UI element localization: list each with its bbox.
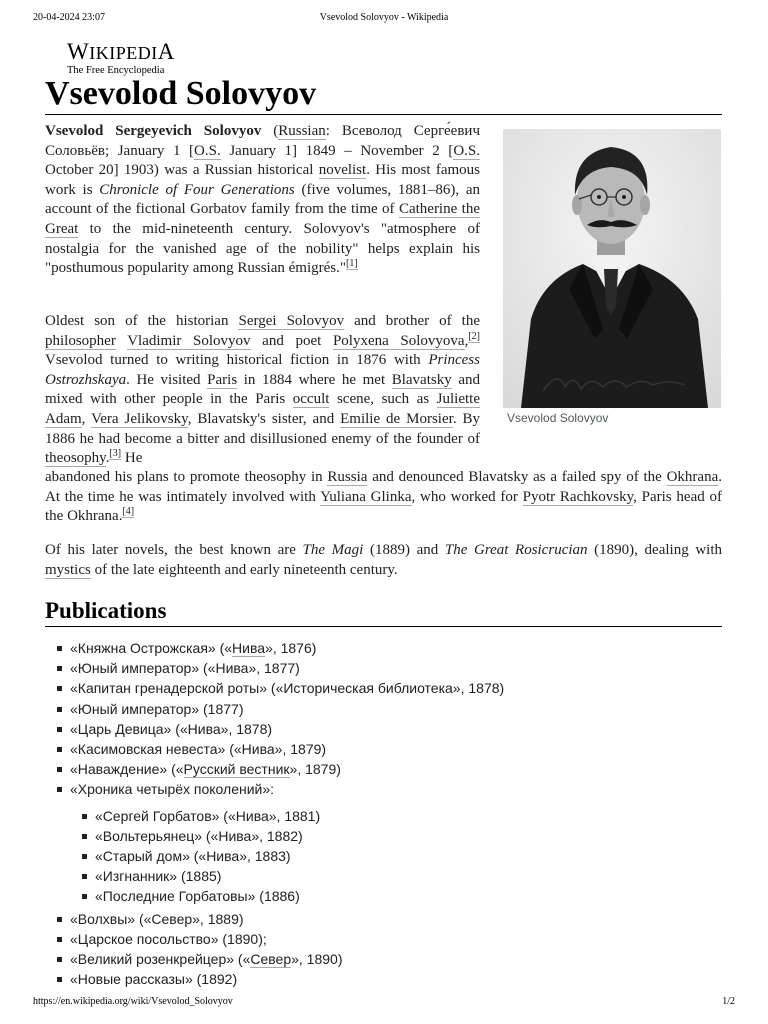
paragraph-biography-continued	[45, 468, 722, 527]
print-url[interactable]: https://en.wikipedia.org/wiki/Vsevolod_Solovyov	[33, 996, 233, 1007]
link-vera-jelikovsky[interactable]: Vera Jelikovsky	[91, 410, 188, 427]
link-philosopher[interactable]: philosopher	[45, 332, 116, 349]
bullet-icon	[57, 917, 62, 922]
text: «Хроника четырёх поколений»:	[70, 781, 275, 798]
text: (five volumes, 1881–86), an account of the fictional Gorbatov family from the time of	[45, 181, 480, 218]
publications-sublist	[70, 806, 722, 907]
work-title: Princess Ostrozhskaya	[45, 352, 480, 388]
bullet-icon	[57, 686, 62, 691]
list-item	[45, 678, 722, 698]
text: of the late eighteenth and early nineteenth century.	[90, 561, 398, 578]
link-sergei-solovyov[interactable]: Sergei Solovyov	[238, 313, 345, 329]
link-vladimir-solovyov[interactable]: Vladimir Solovyov	[127, 332, 251, 349]
citation-link[interactable]: [4]	[122, 506, 135, 518]
work-title: The Great Rosicrucian	[444, 542, 588, 558]
publications-list	[45, 638, 722, 989]
wordmark-cap: W	[67, 39, 90, 64]
text: Vsevolod turned to writing historical fiction in 1876 with	[45, 352, 429, 369]
portrait-image[interactable]	[503, 129, 721, 408]
text: ,	[81, 410, 92, 427]
text: abandoned his plans to promote theosophy in	[45, 469, 328, 485]
work-title: Chronicle of Four Generations	[99, 181, 295, 198]
wikipedia-logo[interactable]	[67, 40, 175, 77]
link-okhrana[interactable]: Okhrana	[666, 469, 719, 485]
text: and denounced Blavatsky as a failed spy of the	[367, 469, 667, 485]
print-page-number: 1/2	[722, 996, 735, 1007]
text	[116, 333, 127, 349]
list-item	[70, 826, 722, 846]
text: «Последние Горбатовы» (1886)	[95, 888, 300, 905]
text: . At the time he was intimately involved with	[45, 469, 722, 505]
list-item	[45, 699, 722, 719]
bullet-icon	[57, 646, 62, 651]
list-item	[45, 909, 722, 929]
text: «Сергей Горбатов» («Нива», 1881)	[95, 807, 321, 824]
text: . His most famous work is	[45, 162, 480, 198]
text: , who worked for	[411, 488, 523, 505]
text: «Наваждение» («	[70, 761, 184, 778]
text: », 1890)	[291, 951, 343, 968]
link-pyotr-rachkovsky[interactable]: Pyotr Rachkovsky	[522, 488, 634, 505]
text: «Старый дом» («Нива», 1883)	[95, 848, 291, 865]
citation-2[interactable]	[468, 331, 480, 343]
text: », 1879)	[289, 761, 341, 778]
text: », 1876)	[265, 640, 317, 656]
work-title: The Magi	[302, 542, 364, 558]
list-item	[45, 759, 722, 779]
wordmark-smallcaps: IKIPEDI	[89, 43, 158, 63]
text: (1889) and	[363, 542, 445, 558]
text: ,	[464, 332, 469, 349]
text: to the mid-nineteenth century. Solovyov's "atmosphere of nostalgia for the vanished age of the nobility" helps explain his "posthumous popularity among Russian émigrés."	[45, 220, 480, 277]
bullet-icon	[82, 834, 87, 839]
text: «Вольтерьянец» («Нива», 1882)	[95, 827, 303, 844]
text: . By 1886 he had become a bitter and disillusioned enemy of the founder of	[45, 410, 480, 447]
bullet-icon	[82, 814, 87, 819]
section-heading-publications: Publications	[45, 598, 167, 623]
wikipedia-tagline: The Free Encyclopedia	[67, 65, 165, 76]
link-novelist[interactable]: novelist	[318, 162, 367, 179]
text: «Царь Девица» («Нива», 1878)	[70, 720, 273, 737]
text: «Великий розенкрейцер» («	[70, 951, 251, 968]
text: January 1] 1849 – November 2 [	[220, 142, 454, 159]
list-item	[45, 719, 722, 739]
text: and poet	[250, 332, 333, 349]
bullet-icon	[57, 727, 62, 732]
text: . He visited	[126, 371, 208, 388]
text: Of his later novels, the best known are	[45, 542, 303, 558]
list-item	[45, 658, 722, 678]
text: «Новые рассказы» (1892)	[70, 971, 238, 988]
bullet-icon	[82, 874, 87, 879]
text: «Царское посольство» (1890);	[70, 930, 267, 947]
link-emilie-de-morsier[interactable]: Emilie de Morsier	[340, 410, 453, 427]
link-niva[interactable]: Нива	[232, 640, 266, 656]
citation-3[interactable]	[109, 448, 121, 460]
link-mystics[interactable]: mystics	[45, 561, 91, 578]
text: October 20] 1903) was a Russian historical	[45, 162, 319, 179]
text: (	[261, 123, 279, 139]
page-title: Vsevolod Solovyov	[45, 75, 317, 112]
text: Oldest son of the historian	[45, 313, 239, 329]
section-divider	[45, 626, 722, 627]
list-item	[45, 739, 722, 759]
link-theosophy[interactable]: theosophy	[45, 450, 106, 467]
bullet-icon	[57, 937, 62, 942]
bullet-icon	[57, 957, 62, 962]
link-sever[interactable]: Север	[250, 951, 292, 968]
text: «Княжна Острожская» («	[70, 640, 233, 656]
citation-link[interactable]: [1]	[345, 258, 358, 270]
text: «Юный император» (1877)	[70, 700, 244, 717]
bullet-icon	[82, 894, 87, 899]
text: «Касимовская невеста» («Нива», 1879)	[70, 741, 327, 758]
link-blavatsky[interactable]: Blavatsky	[391, 371, 452, 388]
print-page-title: Vsevolod Solovyov - Wikipedia	[319, 12, 449, 23]
subject-name: Vsevolod Sergeyevich Solovyov	[45, 123, 262, 139]
list-item	[45, 779, 722, 906]
paragraph-biography	[45, 312, 480, 469]
list-item	[70, 866, 722, 886]
text: «Волхвы» («Север», 1889)	[70, 910, 244, 927]
list-item	[45, 929, 722, 949]
citation-4[interactable]	[122, 506, 134, 518]
bullet-icon	[57, 666, 62, 671]
link-old-style[interactable]: O.S.	[194, 142, 221, 159]
text: and mixed with other people in the Paris	[45, 371, 480, 408]
bullet-icon	[57, 787, 62, 792]
link-occult[interactable]: occult	[292, 391, 330, 408]
infobox	[503, 129, 722, 425]
link-juliette-adam[interactable]: Juliette Adam	[45, 391, 480, 427]
text: : Всеволод Серге́евич Соловьёв; January 1 [	[45, 123, 480, 159]
text: , Blavatsky's sister, and	[187, 410, 341, 427]
text: , Paris head of the Okhrana.	[45, 488, 722, 525]
bullet-icon	[82, 854, 87, 859]
link-russian[interactable]: Russian	[278, 123, 326, 139]
list-item	[45, 949, 722, 969]
link-yuliana-glinka[interactable]: Yuliana Glinka	[320, 488, 412, 505]
text: (1890), dealing with	[587, 542, 722, 558]
text: and brother of the	[344, 313, 480, 329]
link-catherine-the-great[interactable]: Catherine the Great	[45, 201, 480, 237]
link-polyxena-solovyova[interactable]: Polyxena Solovyova	[332, 332, 465, 349]
link-russia[interactable]: Russia	[327, 469, 368, 485]
link-old-style[interactable]: O.S.	[453, 142, 480, 159]
wordmark-end: A	[157, 39, 175, 64]
bullet-icon	[57, 707, 62, 712]
paragraph-later-novels	[45, 541, 722, 580]
text: scene, such as	[329, 391, 437, 408]
text: «Капитан гренадерской роты» («Историческая библиотека», 1878)	[70, 680, 505, 697]
title-divider	[45, 114, 722, 115]
bullet-icon	[57, 977, 62, 982]
list-item	[70, 886, 722, 906]
text: .	[105, 450, 110, 467]
citation-link[interactable]: [3]	[109, 448, 122, 460]
citation-1[interactable]	[346, 258, 358, 270]
link-russky-vestnik[interactable]: Русский вестник	[183, 761, 290, 778]
text: «Юный император» («Нива», 1877)	[70, 660, 300, 677]
text: in 1884 where he met	[237, 371, 392, 388]
text: He	[121, 450, 143, 467]
list-item	[45, 638, 722, 658]
bullet-icon	[57, 747, 62, 752]
list-item	[70, 846, 722, 866]
paragraph-intro	[45, 122, 480, 279]
print-datetime: 20-04-2024 23:07	[33, 12, 105, 23]
infobox-caption: Vsevolod Solovyov	[507, 411, 609, 425]
bullet-icon	[57, 767, 62, 772]
list-item	[70, 806, 722, 826]
list-item	[45, 969, 722, 989]
wikipedia-wordmark	[67, 40, 175, 65]
link-paris[interactable]: Paris	[207, 371, 238, 388]
text: «Изгнанник» (1885)	[95, 868, 222, 885]
citation-link[interactable]: [2]	[468, 330, 480, 342]
